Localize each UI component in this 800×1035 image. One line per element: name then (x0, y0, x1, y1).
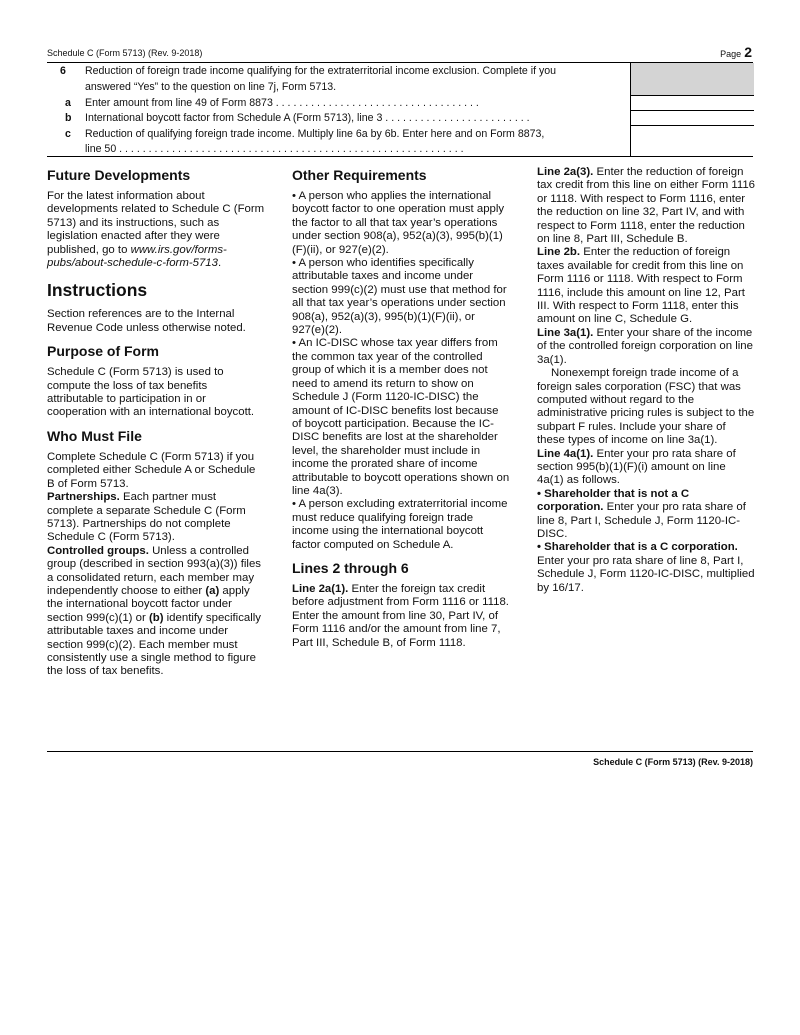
line6a-text: Enter amount from line 49 of Form 8873 . . . . . . . . . . . . . . . . . . . . . . . . . . . . . . . . . . . (85, 97, 479, 109)
footer-form-id: Schedule C (Form 5713) (Rev. 9-2018) (593, 757, 753, 767)
lines-2-through-6-heading: Lines 2 through 6 (292, 559, 409, 576)
header-form-id: Schedule C (Form 5713) (Rev. 9-2018) (47, 48, 203, 58)
future-developments-heading: Future Developments (47, 167, 191, 183)
future-url-link[interactable]: www.irs.gov/forms-pubs/about-schedule-c-form-5713 (47, 243, 227, 270)
future-developments-text: For the latest information about developments related to Schedule C (Form 5713) and its instructions, such as legislation enacted after they were published, go to www.irs.gov/forms-pubs/about-schedule-c-form-5713. (47, 190, 265, 270)
line6b-amount-field[interactable] (630, 111, 754, 126)
line-2a3-paragraph: Line 2a(3). Enter the reduction of foreign tax credit from this line on either Form 1116 or 1118. With respect to Form 1116, enter the reduction on line 32, Part IV, and with respect to Form 1118, enter the reduction on line 8, Part III, Schedule B. (537, 166, 755, 246)
purpose-heading: Purpose of Form (47, 343, 160, 360)
line6c-text1: Reduction of qualifying foreign trade income. Multiply line 6a by 6b. Enter here and on Form 8873, (85, 128, 545, 140)
instructions-text: Section references are to the Internal Revenue Code unless otherwise noted. (47, 308, 246, 334)
partnerships-paragraph: Partnerships. Each partner must complete a separate Schedule C (Form 5713). Partnerships do not complete Schedule C (Form 5713). (47, 491, 246, 544)
line-2b-paragraph: Line 2b. Enter the reduction of foreign taxes available for credit from this line on Form 1116 or 1118. With respect to Form 1116, include this amount on line 12, Part III. With respect to Form 1118, enter this amount on line C, Schedule G. (537, 246, 745, 326)
line-2a1-paragraph: Line 2a(1). Enter the foreign tax credit before adjustment from Form 1116 or 1118. Enter the amount from line 30, Part IV, of Form 1116 and/or the amount from line 7, Part III, Schedule B, of Form 1118. (292, 582, 509, 649)
shareholder-is-c-paragraph: • Shareholder that is a C corporation. Enter your pro rata share of line 8, Part I, Schedule J, Form 1120-IC-DISC, multiplied by 16/17. (537, 541, 755, 594)
column-2 (292, 166, 510, 650)
line6c-text2: line 50 . . . . . . . . . . . . . . . . . . . . . . . . . . . . . . . . . . . . . . . . . . . . . . . . . . . . . . . . . . . (85, 143, 464, 155)
line-4a1-paragraph: Line 4a(1). Enter your pro rata share of section 995(b)(1)(F)(i) amount on line 4a(1) as follows. (537, 447, 736, 487)
fsc-paragraph: Nonexempt foreign trade income of a foreign sales corporation (FSC) that was computed without regard to the administrative pricing rules is subject to the subpart F rules. Include your share of these types of income on line 3a(1). (537, 367, 755, 447)
line6-section (47, 63, 753, 156)
column-3 (537, 166, 755, 595)
requirement-bullet: • A person excluding extraterritorial income must reduce qualifying foreign trade income using the international boycott factor computed on Schedule A. (292, 498, 508, 551)
section-rule (47, 156, 753, 157)
instructions-heading: Instructions (47, 280, 148, 301)
purpose-text: Schedule C (Form 5713) is used to compute the loss of tax benefits attributable to participation in or cooperation with an international boycott. (47, 366, 255, 419)
column-1 (47, 166, 265, 679)
page-label: Page (720, 49, 742, 59)
footer-rule (47, 751, 753, 752)
requirement-bullet: • An IC-DISC whose tax year differs from the common tax year of the controlled group of which it is a member does not need to amend its return to show on Schedule J (Form 1120-IC-DISC) the amount of IC-DISC benefits lost because of boycott participation. Because the IC-DISC benefits are lost at the shareholder level, the shareholder must include in income the prorated share of income attributable to boycott operations shown on line 4a(3). (292, 337, 510, 497)
requirement-bullet: • A person who identifies specifically attributable taxes and income under section 999(c)(2) must use that method for all that tax year’s operations under section 908(a), 952(a)(3), 995(b)(1)(F)(ii), or 927(e)(2). (292, 257, 507, 337)
header-page (720, 44, 752, 60)
line6c-amount-field[interactable] (630, 126, 754, 156)
who-must-file-text: Complete Schedule C (Form 5713) if you completed either Schedule A or Schedule B of Form 5713. (47, 450, 256, 490)
other-requirements-heading: Other Requirements (292, 167, 427, 183)
line6a-amount-field[interactable] (630, 95, 754, 111)
who-must-file-heading: Who Must File (47, 427, 142, 444)
line-3a1-paragraph: Line 3a(1). Enter your share of the income of the controlled foreign corporation on line 3a(1). (537, 326, 753, 366)
shareholder-not-c-paragraph: • Shareholder that is not a C corporation. Enter your pro rata share of line 8, Part I, Schedule J, Form 1120-IC-DISC. (537, 487, 746, 540)
line6a-letter: a (65, 97, 71, 109)
line6-shaded-cell (630, 63, 754, 96)
line6-text1: Reduction of foreign trade income qualifying for the extraterritorial income exclusion. Complete if you (85, 65, 557, 77)
requirement-bullet: • A person who applies the international boycott factor to one operation must apply the factor to all that tax year’s operations under section 908(a), 952(a)(3), 995(b)(1)(F)(ii), or 927(e)(2). (292, 190, 505, 256)
line6-text2: answered “Yes” to the question on line 7j, Form 5713. (85, 81, 337, 93)
line6b-text: International boycott factor from Schedule A (Form 5713), line 3 . . . . . . . . . . . . . . . . . . . . . . . . . (85, 112, 530, 124)
controlled-groups-paragraph: Controlled groups. Unless a controlled group (described in section 993(a)(3)) files a consolidated return, each member may independently choose to either (a) apply the international boycott factor under section 999(c)(1) or (b) identify specifically attributable taxes and income under section 999(c)(2). Each member must consistently use a single method to figure the loss of tax benefits. (47, 544, 261, 678)
line6c-letter: c (65, 128, 71, 140)
line6-number: 6 (60, 65, 66, 77)
line6b-letter: b (65, 112, 72, 124)
page-number: 2 (744, 44, 752, 60)
